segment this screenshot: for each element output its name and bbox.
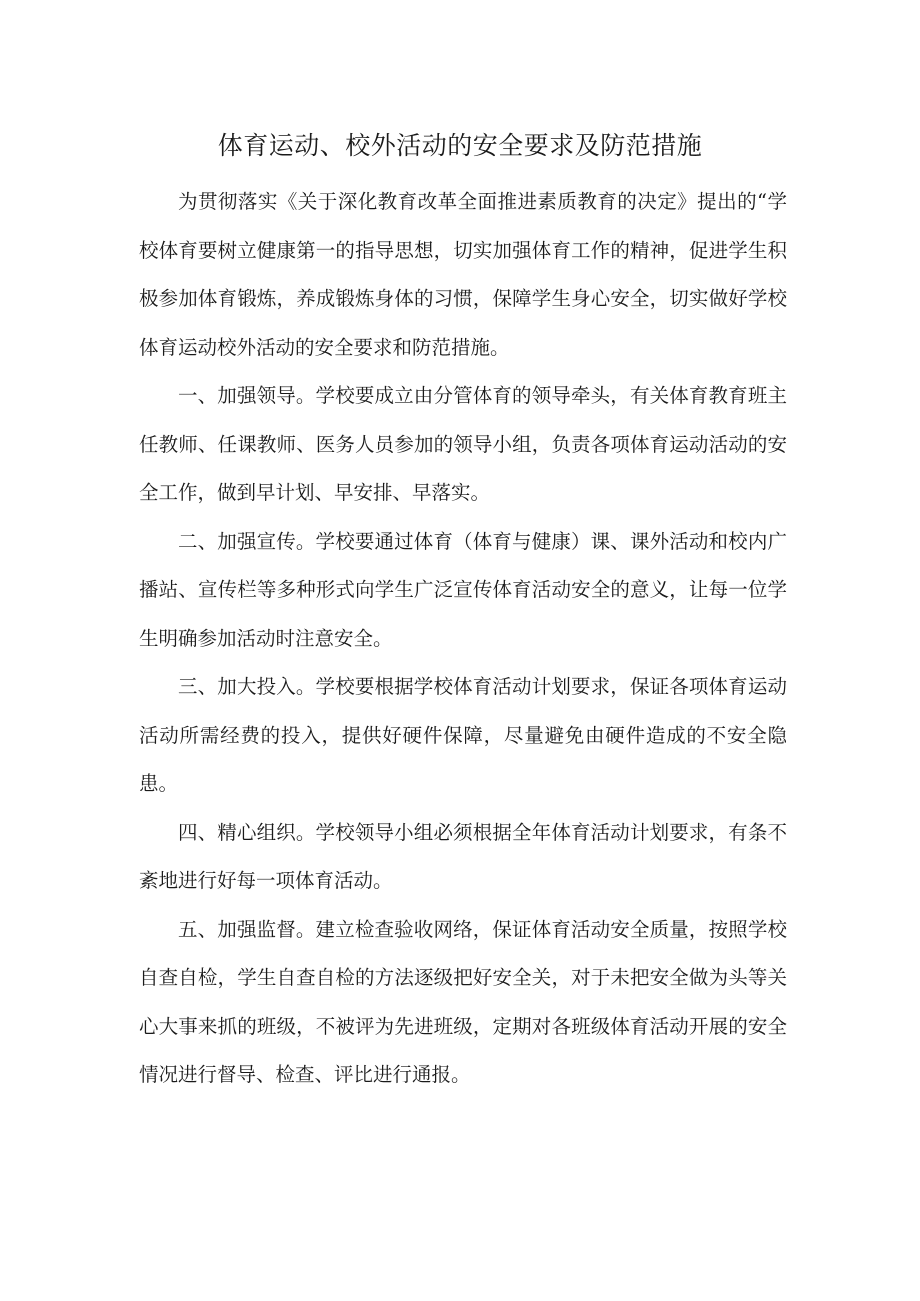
paragraph-supervision: 五、加强监督。建立检查验收网络，保证体育活动安全质量，按照学校自查自检，学生自查自检的方法逐级把好安全关，对于未把安全做为头等关心大事来抓的班级，不被评为先进班级，定期对各班级体育活动开展的安全情况进行督导、检查、评比进行通报。: [139, 917, 787, 1086]
intro-paragraph: 为贯彻落实《关于深化教育改革全面推进素质教育的决定》提出的“学校体育要树立健康第一的指导思想，切实加强体育工作的精神，促进学生积极参加体育锻炼，养成锻炼身体的习惯，保障学生身心安全，切实做好学校体育运动校外活动的安全要求和防范措施。: [139, 190, 787, 359]
paragraph-publicity: 二、加强宣传。学校要通过体育（体育与健康）课、课外活动和校内广播站、宣传栏等多种形式向学生广泛宣传体育活动安全的意义，让每一位学生明确参加活动时注意安全。: [139, 529, 787, 650]
paragraph-leadership: 一、加强领导。学校要成立由分管体育的领导牵头，有关体育教育班主任教师、任课教师、医务人员参加的领导小组，负责各项体育运动活动的安全工作，做到早计划、早安排、早落实。: [139, 384, 787, 504]
paragraph-investment: 三、加大投入。学校要根据学校体育活动计划要求，保证各项体育运动活动所需经费的投入，提供好硬件保障，尽量避免由硬件造成的不安全隐患。: [139, 675, 787, 795]
paragraph-organization: 四、精心组织。学校领导小组必须根据全年体育活动计划要求，有条不紊地进行好每一项体育活动。: [139, 820, 787, 892]
document-body: [139, 178, 787, 1100]
document-title: 体育运动、校外活动的安全要求及防范措施: [217, 131, 703, 160]
